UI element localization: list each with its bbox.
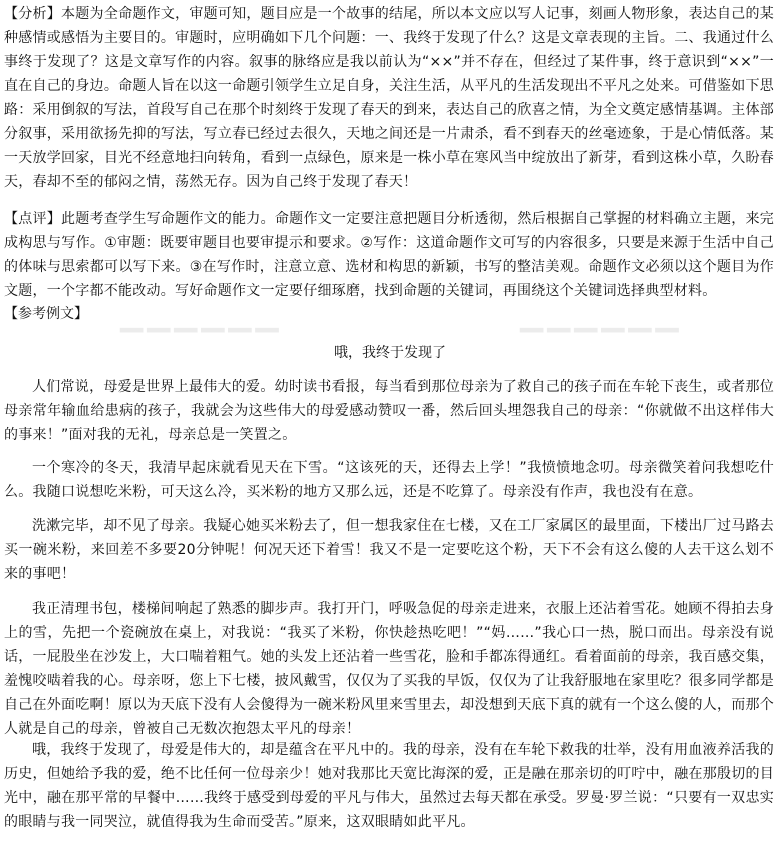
essay-paragraph-3: 洗漱完毕，却不见了母亲。我疑心她买米粉去了，但一想我家住在七楼，又在工厂家属区的最里面，下楼出厂过马路去买一碗米粉，来回差不多要20分钟呢！何况天还下着雪！我又不是一定要吃这个粉，天下不会有这么傻的人去干这么划不来的事吧！	[4, 518, 774, 582]
comment-paragraph: 【点评】此题考查学生写命题作文的能力。命题作文一定要注意把题目分析透彻，然后根据自己掌握的材料确立主题，来完成构思与写作。①审题：既要审题目也要审提示和要求。②写作：这道命题作文可写的内容很多，只要是来源于生活中自己的体味与思索都可以写下来。③在写作时，注意立意、选材和构思的新颖，书写的整洁美观。命题作文必须以这个题目为作文题，一个字都不能改动。写好命题作文一定要仔细琢磨，找到命题的关键词，再围绕这个关键词选择典型材料。	[4, 211, 774, 299]
watermark-right: ▁▁▁▁▁▁	[520, 298, 683, 333]
sample-essay-heading: 【参考例文】	[4, 306, 88, 322]
analysis-paragraph: 【分析】本题为全命题作文，审题可知，题目应是一个故事的结尾，所以本文应以写人记事，刻画人物形象，表达自己的某种感情或感悟为主要目的。审题时，应明确如下几个问题：一、我终于发现了什么？这是文章表现的主旨。二、我通过什么事终于发现了？这是文章写作的内容。叙事的脉络应是我以前认为“××”并不存在，但经过了某件事，终于意识到“××”一直在自己的身边。命题人旨在以这一命题引领学生立足自身，关注生活，从平凡的生活发现出不平凡之处来。可借鉴如下思路：采用倒叙的写法，首段写自己在那个时刻终于发现了春天的到来，表达自己的欣喜之情，为全文奠定感情基调。主体部分叙事，采用欲扬先抑的写法，写立春已经过去很久，天地之间还是一片肃杀，看不到春天的丝毫迹象，于是心情低落。某一天放学回家，目光不经意地扫向转角，看到一点绿色，原来是一株小草在寒风当中绽放出了新芽，看到这株小草，久盼春天，春却不至的郁闷之情，荡然无存。因为自己终于发现了春天！	[4, 6, 774, 190]
watermark-left: ▁▁▁▁▁▁	[120, 298, 283, 333]
essay-paragraph-2: 一个寒冷的冬天，我清早起床就看见天在下雪。“这该死的天，还得去上学！”我愤愤地念叨。母亲微笑着问我想吃什么。我随口说想吃米粉，可天这么冷，买米粉的地方又那么远，还是不吃算了。母亲没有作声，我也没有在意。	[4, 460, 774, 500]
essay-title: 哦，我终于发现了	[334, 345, 446, 361]
essay-paragraph-4: 我正清理书包，楼梯间响起了熟悉的脚步声。我打开门，呼吸急促的母亲走进来，衣服上还沾着雪花。她顾不得拍去身上的雪，先把一个瓷碗放在桌上，对我说：“我买了米粉，你快趁热吃吧！”“妈……”我心口一热，脱口而出。母亲没有说话，一屁股坐在沙发上，大口喘着粗气。她的头发上还沾着一些雪花，脸和手都冻得通红。看着面前的母亲，我百感交集，羞愧咬啮着我的心。母亲呀，您上下七楼，披风戴雪，仅仅为了买我的早饭，仅仅为了让我舒服地在家里吃？很多同学都是自己在外面吃啊！原以为天底下没有人会傻得为一碗米粉风里来雪里去，却没想到天底下真的就有一个这么傻的人，而那个人就是自己的母亲，曾被自己无数次抱怨太平凡的母亲！	[4, 601, 774, 737]
essay-paragraph-5: 哦，我终于发现了，母爱是伟大的，却是蕴含在平凡中的。我的母亲，没有在车轮下救我的壮举，没有用血液养活我的历史，但她给予我的爱，绝不比任何一位母亲少！她对我那比天宽比海深的爱，正是融在那亲切的叮咛中，融在那殷切的目光中，融在那平常的早餐中……我终于感受到母爱的平凡与伟大，虽然过去每天都在承受。罗曼·罗兰说：“只要有一双忠实的眼睛与我一同哭泣，就值得我为生命而受苦。”原来，这双眼睛如此平凡。	[4, 742, 774, 830]
essay-paragraph-1: 人们常说，母爱是世界上最伟大的爱。幼时读书看报，每当看到那位母亲为了救自己的孩子而在车轮下丧生，或者那位母亲常年输血给患病的孩子，我就会为这些伟大的母爱感动赞叹一番，然后回头埋怨我自己的母亲：“你就做不出这样伟大的事来！”面对我的无礼，母亲总是一笑置之。	[4, 379, 774, 443]
